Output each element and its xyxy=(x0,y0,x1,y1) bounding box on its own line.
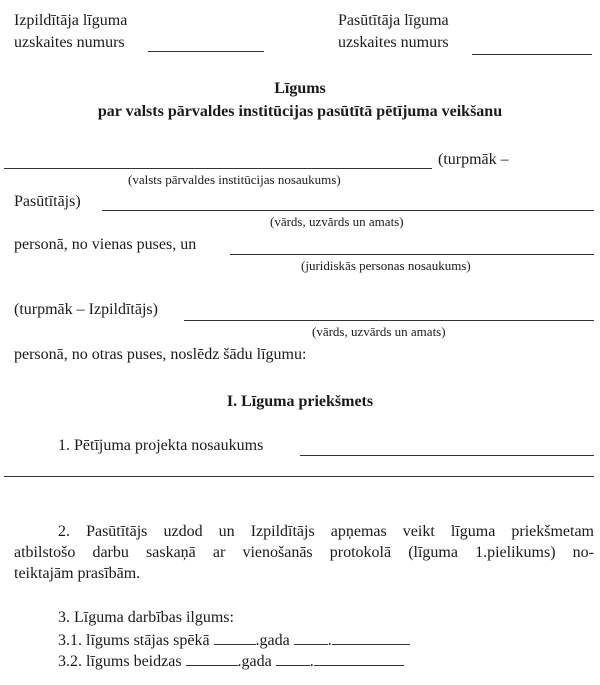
start-date-row xyxy=(58,630,410,650)
legal-entity-field[interactable] xyxy=(230,254,594,255)
pasutitajs-label: Pasūtītājs) xyxy=(14,193,81,210)
one-side-text: personā, no vienas puses, un xyxy=(14,236,197,253)
start-year-suffix: .gada xyxy=(255,632,290,649)
end-year-suffix: .gada xyxy=(237,653,272,670)
document-subtitle: par valsts pārvaldes institūcijas pasūtītā pētījuma veikšanu xyxy=(97,103,503,120)
institution-name-field[interactable] xyxy=(4,168,432,169)
item2-line2: atbilstošo darbu saskaņā ar vienošanās protokolā (līguma 1.pielikums) no- xyxy=(14,544,594,561)
legal-entity-caption: (juridiskās personas nosaukums) xyxy=(301,258,471,273)
end-month-field[interactable] xyxy=(314,651,404,666)
label-line: Izpildītāja līguma xyxy=(14,12,128,29)
start-month-field[interactable] xyxy=(332,630,410,645)
other-side-text: personā, no otras puses, noslēdz šādu līgumu: xyxy=(14,346,307,363)
project-name-field-continuation[interactable] xyxy=(4,476,594,477)
item2-line3: teiktajām prasībām. xyxy=(14,565,141,582)
end-date-row xyxy=(58,651,404,671)
item2-line1: 2. Pasūtītājs uzdod un Izpildītājs apņemas veikt līguma priekšmetam xyxy=(58,523,594,540)
contractor-person-caption: (vārds, uzvārds un amats) xyxy=(312,324,446,339)
start-dot: . xyxy=(327,632,332,649)
contractor-person-field[interactable] xyxy=(184,320,594,321)
document-title: Līgums xyxy=(274,80,326,97)
client-contract-number-label xyxy=(338,10,449,54)
end-date-label: 3.2. līgums beidzas xyxy=(58,653,182,670)
label-line: Pasūtītāja līguma xyxy=(338,12,449,29)
label-line: uzskaites numurs xyxy=(14,34,125,51)
label-line: uzskaites numurs xyxy=(338,34,449,51)
start-year-field[interactable] xyxy=(214,630,256,645)
end-dot: . xyxy=(309,653,314,670)
izpilditajs-label: (turpmāk – Izpildītājs) xyxy=(14,301,158,318)
end-day-field[interactable] xyxy=(276,651,310,666)
section-heading: I. Līguma priekšmets xyxy=(226,393,374,410)
project-name-label: 1. Pētījuma projekta nosaukums xyxy=(58,437,264,454)
client-person-caption: (vārds, uzvārds un amats) xyxy=(270,214,404,229)
institution-caption: (valsts pārvaldes institūcijas nosaukums) xyxy=(128,172,341,187)
client-person-field[interactable] xyxy=(102,210,594,211)
start-day-field[interactable] xyxy=(294,630,328,645)
contractor-contract-number-field[interactable] xyxy=(148,51,264,52)
end-year-field[interactable] xyxy=(186,651,238,666)
project-name-field[interactable] xyxy=(300,455,594,456)
client-contract-number-field[interactable] xyxy=(472,54,592,55)
turpmak-prefix: (turpmāk – xyxy=(438,151,509,168)
duration-heading: 3. Līguma darbības ilgums: xyxy=(58,609,234,626)
contractor-contract-number-label xyxy=(14,10,127,54)
start-date-label: 3.1. līgums stājas spēkā xyxy=(58,632,210,649)
